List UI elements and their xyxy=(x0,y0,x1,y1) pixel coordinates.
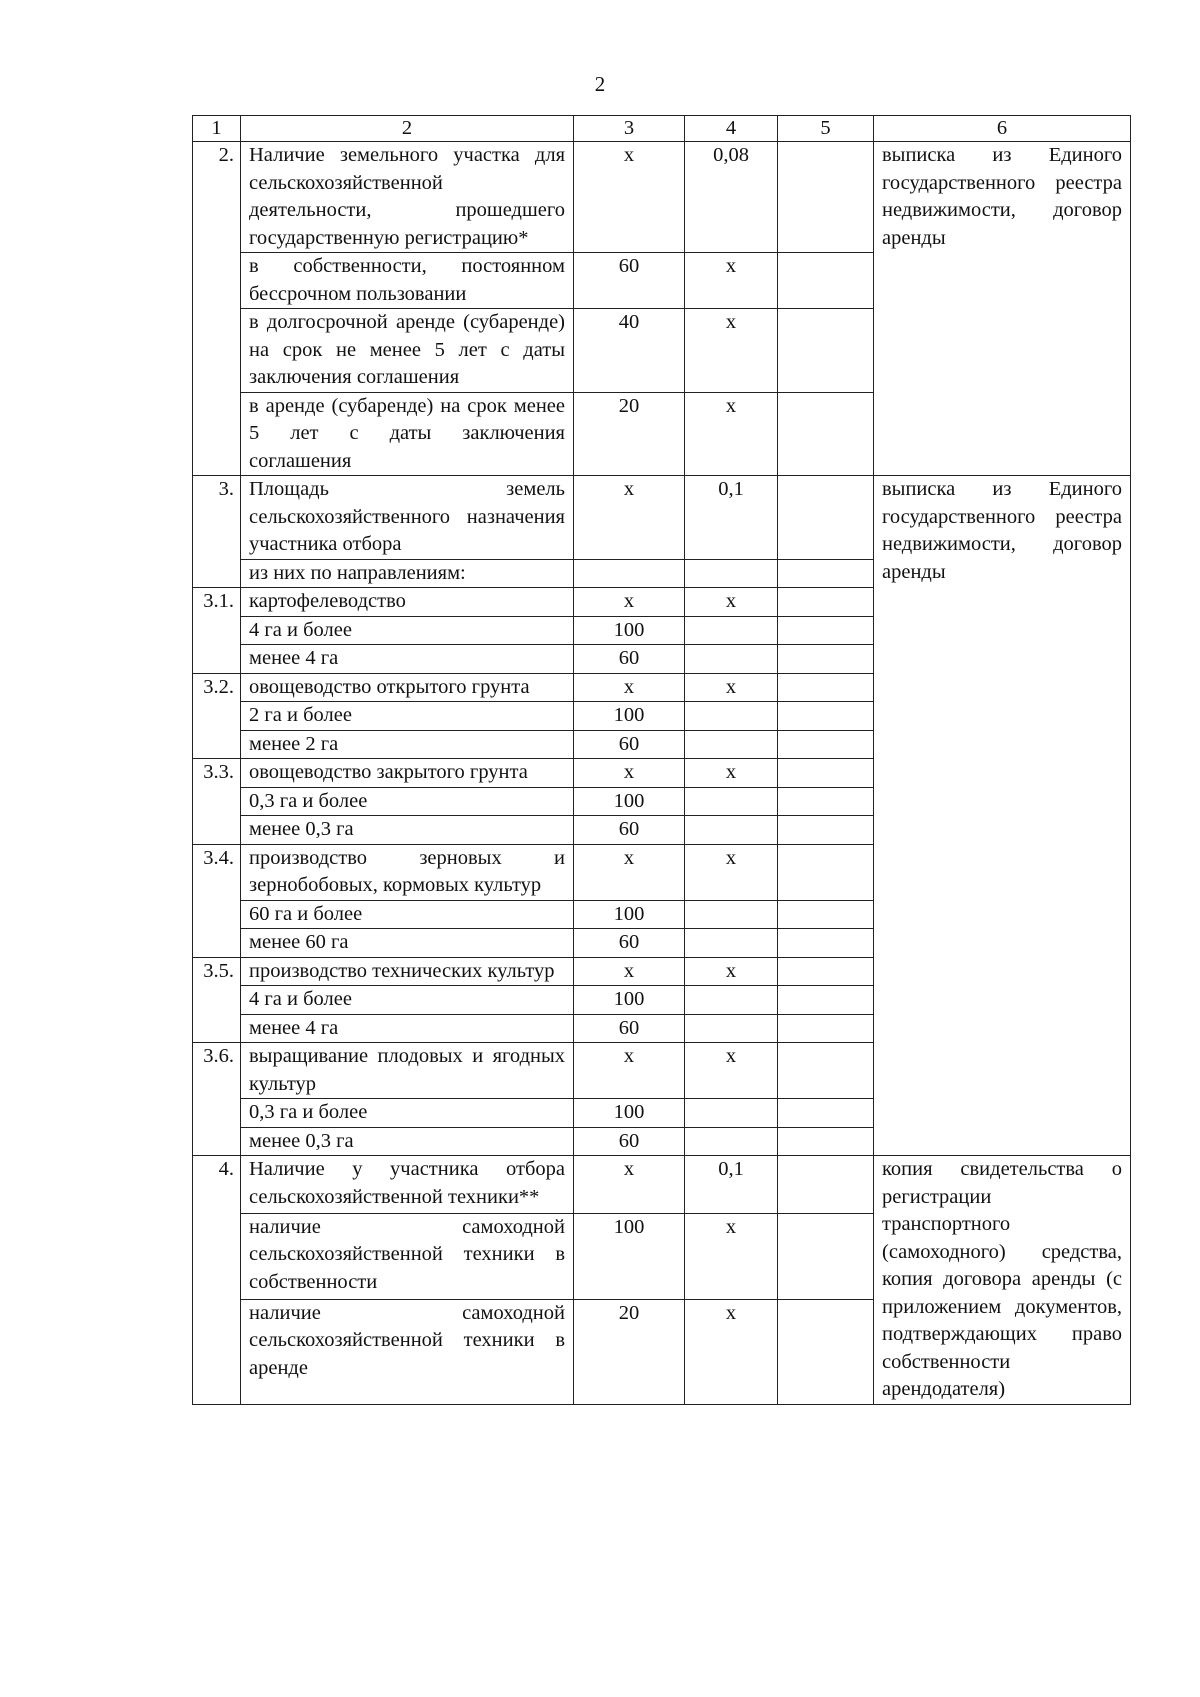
points-cell: х xyxy=(574,673,685,702)
weight-cell xyxy=(685,702,778,731)
weight-cell: х xyxy=(685,1299,778,1404)
row-number: 4. xyxy=(193,1156,241,1405)
criterion-text: менее 0,3 га xyxy=(241,1127,574,1156)
weight-cell: х xyxy=(685,759,778,788)
header-cell-6: 6 xyxy=(874,116,1131,142)
points-cell: х xyxy=(574,1043,685,1099)
weight-cell xyxy=(685,787,778,816)
table-row xyxy=(193,1156,1131,1214)
points-cell: х xyxy=(574,957,685,986)
criterion-text: 4 га и более xyxy=(241,986,574,1015)
weight-cell xyxy=(685,900,778,929)
criterion-text: менее 4 га xyxy=(241,1014,574,1043)
value-cell xyxy=(778,559,874,588)
criterion-text: производство зерновых и зернобобовых, кормовых культур xyxy=(241,844,574,900)
page-number: 2 xyxy=(594,72,606,96)
points-cell: х xyxy=(574,844,685,900)
weight-cell xyxy=(685,616,778,645)
criterion-text: овощеводство закрытого грунта xyxy=(241,759,574,788)
value-cell xyxy=(778,1299,874,1404)
row-number: 3.6. xyxy=(193,1043,241,1156)
weight-cell: х xyxy=(685,673,778,702)
weight-cell: х xyxy=(685,844,778,900)
header-row xyxy=(193,116,1131,142)
value-cell xyxy=(778,844,874,900)
header-cell-3: 3 xyxy=(574,116,685,142)
table-row xyxy=(193,476,1131,560)
points-cell: 100 xyxy=(574,900,685,929)
header-cell-5: 5 xyxy=(778,116,874,142)
value-cell xyxy=(778,759,874,788)
value-cell xyxy=(778,616,874,645)
criterion-text: Наличие у участника отбора сельскохозяйственной техники** xyxy=(241,1156,574,1214)
weight-cell xyxy=(685,730,778,759)
criterion-text: 0,3 га и более xyxy=(241,787,574,816)
value-cell xyxy=(778,253,874,309)
header-cell-2: 2 xyxy=(241,116,574,142)
criterion-text: менее 60 га xyxy=(241,929,574,958)
weight-cell xyxy=(685,1099,778,1128)
value-cell xyxy=(778,1014,874,1043)
weight-cell: х xyxy=(685,1043,778,1099)
value-cell xyxy=(778,142,874,253)
criterion-text: в собственности, постоянном бессрочном пользовании xyxy=(241,253,574,309)
weight-cell: х xyxy=(685,588,778,617)
weight-cell xyxy=(685,645,778,674)
criterion-text: менее 2 га xyxy=(241,730,574,759)
points-cell: 20 xyxy=(574,392,685,476)
documents-cell: выписка из Единого государственного реестра недвижимости, договор аренды xyxy=(874,142,1131,476)
points-cell: 40 xyxy=(574,309,685,393)
header-cell-1: 1 xyxy=(193,116,241,142)
points-cell: 60 xyxy=(574,1127,685,1156)
table-row xyxy=(193,142,1131,253)
header-cell-4: 4 xyxy=(685,116,778,142)
value-cell xyxy=(778,392,874,476)
points-cell: 60 xyxy=(574,253,685,309)
value-cell xyxy=(778,1043,874,1099)
criterion-text: 2 га и более xyxy=(241,702,574,731)
criterion-text: 60 га и более xyxy=(241,900,574,929)
points-cell: х xyxy=(574,476,685,560)
criterion-text: в аренде (субаренде) на срок менее 5 лет с даты заключения соглашения xyxy=(241,392,574,476)
weight-cell: 0,1 xyxy=(685,476,778,560)
row-number: 3.2. xyxy=(193,673,241,759)
value-cell xyxy=(778,816,874,845)
row-number: 3.3. xyxy=(193,759,241,845)
criterion-text: 4 га и более xyxy=(241,616,574,645)
value-cell xyxy=(778,1127,874,1156)
weight-cell: х xyxy=(685,1213,778,1299)
criterion-text: картофелеводство xyxy=(241,588,574,617)
points-cell: 60 xyxy=(574,645,685,674)
value-cell xyxy=(778,1099,874,1128)
points-cell: 100 xyxy=(574,702,685,731)
criterion-text: менее 4 га xyxy=(241,645,574,674)
documents-cell: копия свидетельства о регистрации транспортного (самоходного) средства, копия договора аренды (с приложением документов, подтверждающих право собственности арендодателя) xyxy=(874,1156,1131,1405)
weight-cell: 0,1 xyxy=(685,1156,778,1214)
criterion-text: менее 0,3 га xyxy=(241,816,574,845)
row-number: 3.5. xyxy=(193,957,241,1043)
weight-cell xyxy=(685,1127,778,1156)
value-cell xyxy=(778,986,874,1015)
value-cell xyxy=(778,476,874,560)
criterion-text: наличие самоходной сельскохозяйственной техники в собственности xyxy=(241,1213,574,1299)
points-cell: 60 xyxy=(574,730,685,759)
points-cell: 100 xyxy=(574,1213,685,1299)
value-cell xyxy=(778,929,874,958)
points-cell: 100 xyxy=(574,787,685,816)
weight-cell xyxy=(685,559,778,588)
points-cell: х xyxy=(574,1156,685,1214)
criterion-text: в долгосрочной аренде (субаренде) на срок не менее 5 лет с даты заключения соглашения xyxy=(241,309,574,393)
criterion-text: овощеводство открытого грунта xyxy=(241,673,574,702)
weight-cell: х xyxy=(685,253,778,309)
value-cell xyxy=(778,702,874,731)
row-number: 2. xyxy=(193,142,241,476)
points-cell: 60 xyxy=(574,816,685,845)
weight-cell xyxy=(685,1014,778,1043)
criterion-text: 0,3 га и более xyxy=(241,1099,574,1128)
criterion-text: из них по направлениям: xyxy=(241,559,574,588)
documents-cell: выписка из Единого государственного реестра недвижимости, договор аренды xyxy=(874,476,1131,1156)
value-cell xyxy=(778,900,874,929)
row-number: 3. xyxy=(193,476,241,588)
criterion-text: Площадь земель сельскохозяйственного назначения участника отбора xyxy=(241,476,574,560)
weight-cell: х xyxy=(685,392,778,476)
value-cell xyxy=(778,1213,874,1299)
points-cell: 20 xyxy=(574,1299,685,1404)
row-number: 3.4. xyxy=(193,844,241,957)
weight-cell xyxy=(685,816,778,845)
points-cell: 100 xyxy=(574,616,685,645)
weight-cell: х xyxy=(685,957,778,986)
value-cell xyxy=(778,309,874,393)
weight-cell xyxy=(685,929,778,958)
value-cell xyxy=(778,787,874,816)
value-cell xyxy=(778,957,874,986)
criterion-text: Наличие земельного участка для сельскохозяйственной деятельности, прошедшего государственную регистрацию* xyxy=(241,142,574,253)
row-number: 3.1. xyxy=(193,588,241,674)
points-cell xyxy=(574,559,685,588)
value-cell xyxy=(778,645,874,674)
points-cell: х xyxy=(574,759,685,788)
criterion-text: выращивание плодовых и ягодных культур xyxy=(241,1043,574,1099)
weight-cell: 0,08 xyxy=(685,142,778,253)
points-cell: х xyxy=(574,588,685,617)
weight-cell: х xyxy=(685,309,778,393)
criterion-text: наличие самоходной сельскохозяйственной техники в аренде xyxy=(241,1299,574,1404)
value-cell xyxy=(778,673,874,702)
weight-cell xyxy=(685,986,778,1015)
criterion-text: производство технических культур xyxy=(241,957,574,986)
points-cell: 60 xyxy=(574,1014,685,1043)
criteria-table xyxy=(192,115,1131,1405)
points-cell: 60 xyxy=(574,929,685,958)
value-cell xyxy=(778,588,874,617)
points-cell: 100 xyxy=(574,986,685,1015)
value-cell xyxy=(778,1156,874,1214)
points-cell: 100 xyxy=(574,1099,685,1128)
value-cell xyxy=(778,730,874,759)
points-cell: х xyxy=(574,142,685,253)
